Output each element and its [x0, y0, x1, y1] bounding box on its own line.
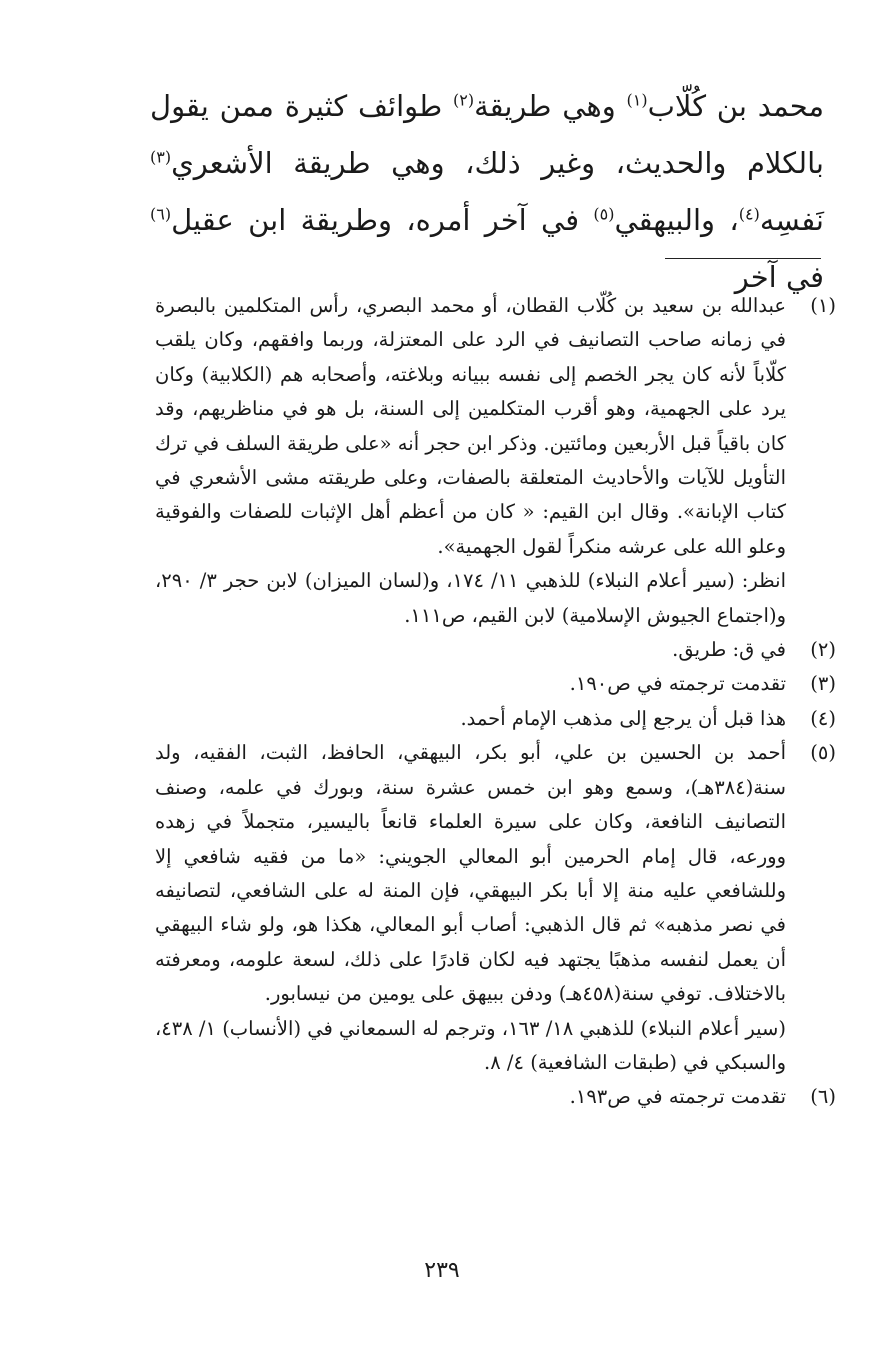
footnote-body	[155, 633, 786, 667]
footnote-number: (٤)	[810, 706, 836, 730]
footnote-number: (٣)	[810, 672, 836, 696]
footnote-number: (٦)	[810, 1085, 836, 1109]
main-text-segment: طوائف كثيرة ممن يقول بالكلام والحديث، وغير ذلك، وهي طريقة الأشعري	[150, 89, 824, 180]
footnote	[155, 1080, 836, 1114]
footnote	[155, 289, 836, 633]
footnote-body	[155, 736, 786, 1080]
footnote-body	[155, 1080, 786, 1114]
main-text-segment: ، والبيهقي	[614, 203, 739, 237]
main-text-segment: في آخر	[734, 260, 824, 294]
footnote-body	[155, 667, 786, 701]
footnote-number: (١)	[810, 294, 836, 317]
main-text-segment: نَفسِه	[759, 203, 824, 237]
footnote-reference: (٥)	[593, 204, 615, 224]
footnote-reference: (٣)	[150, 147, 172, 167]
footnote-separator	[665, 258, 821, 259]
footnote-text: تقدمت ترجمته في ص١٩٣.	[569, 1085, 786, 1109]
footnote-number: (٥)	[810, 741, 836, 765]
footnote	[155, 736, 836, 1080]
footnote-text: هذا قبل أن يرجع إلى مذهب الإمام أحمد.	[460, 706, 786, 730]
footnote	[155, 702, 836, 736]
footnote-text: (سير أعلام النبلاء) للذهبي ١٨/ ١٦٣، وترجم له السمعاني في (الأنساب) ١/ ٤٣٨، والسبكي في (طبقات الشافعية) ٤/ ٨.	[155, 1016, 786, 1074]
footnote-body	[155, 702, 786, 736]
main-text-segment: وهي طريقة	[474, 89, 627, 123]
footnote-text: أحمد بن الحسين بن علي، أبو بكر، البيهقي، الحافظ، الثبت، الفقيه، ولد سنة(٣٨٤هـ)، وسمع وهو ابن خمس عشرة سنة، وبورك في علمه، وصنف التصانيف النافعة، وكان على سيرة العلماء قانعاً باليسير، متجملاً في زهده وورعه، قال إمام الحرمين أبو المعالي الجويني: «ما من فقيه شافعي إلا وللشافعي عليه منة إلا أبا بكر البيهقي، فإن المنة له على الشافعي، لتصانيفه في نصر مذهبه» ثم قال الذهبي: أصاب أبو المعالي، هكذا هو، ولو شاء البيهقي أن يعمل لنفسه مذهبًا يجتهد فيه لكان قادرًا على ذلك، لسعة علومه، ومعرفته بالاختلاف. توفي سنة(٤٥٨هـ) ودفن ببيهق على يومين من نيسابور.	[155, 741, 786, 1006]
footnote-number: (٢)	[810, 638, 836, 662]
footnote-text: عبدالله بن سعيد بن كُلّاب القطان، أو محمد البصري، رأس المتكلمين بالبصرة في زمانه صاحب التصانيف في الرد على المعتزلة، وربما وافقهم، وكان يلقب كلّاباً لأنه كان يجر الخصم إلى نفسه ببيانه وبلاغته، وأصحابه هم (الكلابية) وكان يرد على الجهمية، وهو أقرب المتكلمين إلى السنة، بل هو في مناظريهم، وقد كان باقياً قبل الأربعين ومائتين. وذكر ابن حجر أنه «على طريقة السلف في ترك التأويل للآيات والأحاديث المتعلقة بالصفات، وعلى طريقته مشى الأشعري في كتاب الإبانة». وقال ابن القيم: « كان من أعظم أهل الإثبات للصفات والفوقية وعلو الله على عرشه منكراً لقول الجهمية».	[155, 294, 786, 558]
footnote-text: انظر: (سير أعلام النبلاء) للذهبي ١١/ ١٧٤، و(لسان الميزان) لابن حجر ٣/ ٢٩٠، و(اجتماع الجيوش الإسلامية) لابن القيم، ص١١١.	[155, 569, 786, 627]
main-text-segment: محمد بن كُلّاب	[647, 89, 824, 123]
main-paragraph	[150, 78, 824, 306]
page-number: ٢٣٩	[424, 1258, 460, 1283]
footnote-body	[155, 289, 786, 633]
footnote-reference: (٦)	[150, 204, 172, 224]
footnote-text: في ق: طريق.	[672, 638, 786, 662]
footnote	[155, 633, 836, 667]
footnotes	[155, 289, 836, 1115]
footnote-reference: (٤)	[738, 204, 760, 224]
footnote-text: تقدمت ترجمته في ص١٩٠.	[569, 672, 786, 696]
main-text-segment: في آخر أمره، وطريقة ابن عقيل	[171, 203, 594, 237]
footnote	[155, 667, 836, 701]
main-text	[150, 78, 824, 306]
footnote-reference: (١)	[626, 90, 648, 110]
footnote-reference: (٢)	[453, 90, 475, 110]
